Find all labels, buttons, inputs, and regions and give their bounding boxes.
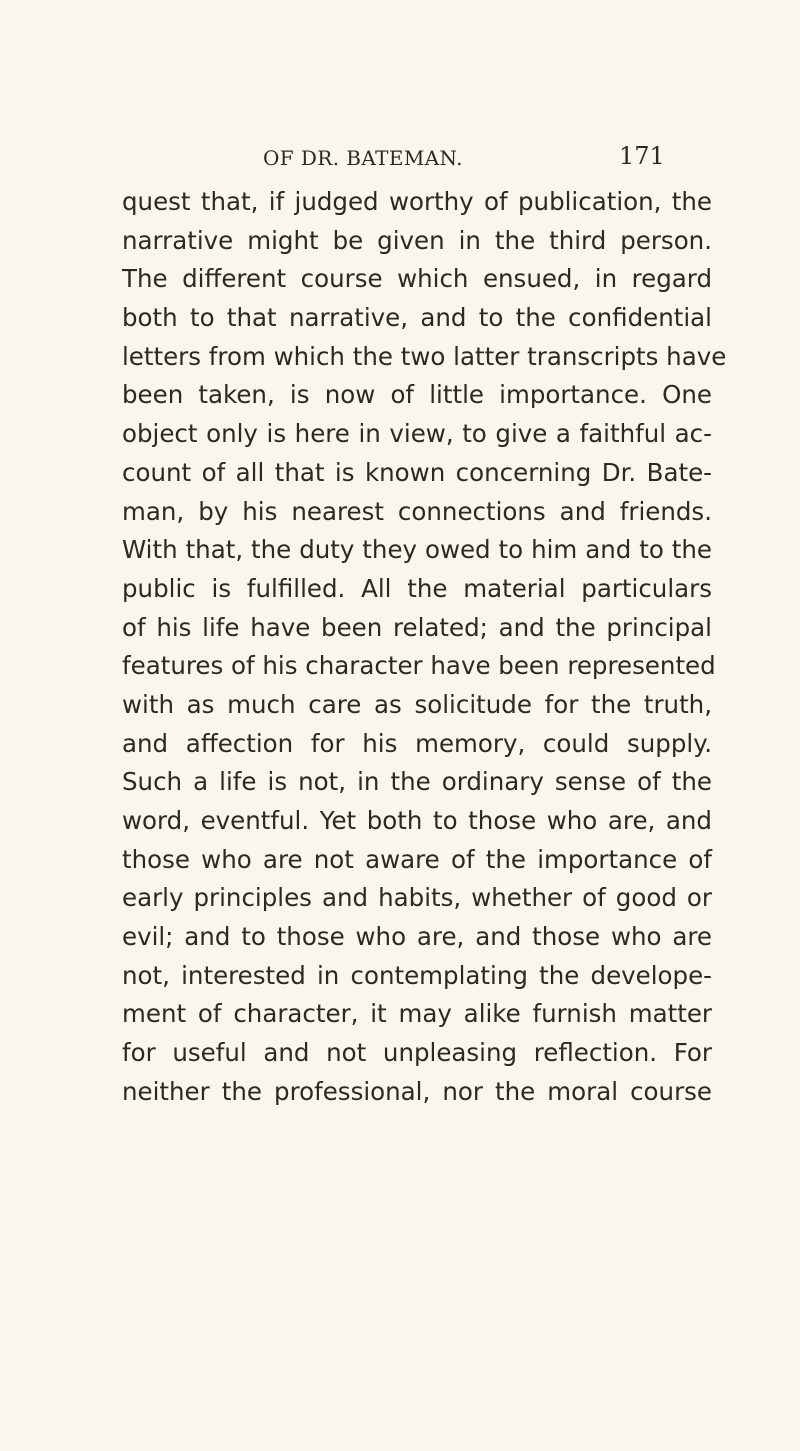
- text-line: ment of character, it may alike furnish matter: [122, 999, 712, 1029]
- text-line: with as much care as solicitude for the truth,: [122, 689, 712, 719]
- body-text: [122, 183, 727, 1112]
- text-line: Such a life is not, in the ordinary sense of the: [122, 767, 712, 797]
- text-line: those who are not aware of the importance of: [122, 844, 712, 874]
- text-line: evil; and to those who are, and those who are: [122, 922, 712, 952]
- text-line: been taken, is now of little importance. One: [122, 380, 712, 410]
- text-line: and affection for his memory, could supply.: [122, 728, 712, 758]
- text-line: narrative might be given in the third person.: [122, 225, 712, 255]
- text-line: for useful and not unpleasing reflection. For: [122, 1038, 712, 1068]
- text-line: count of all that is known concerning Dr. Bate-: [122, 457, 712, 487]
- text-line: word, eventful. Yet both to those who are, and: [122, 806, 712, 835]
- text-line: both to that narrative, and to the confidential: [122, 303, 712, 333]
- text-line: early principles and habits, whether of good or: [122, 883, 712, 913]
- text-line: man, by his nearest connections and friends.: [122, 496, 712, 526]
- running-head: [0, 142, 800, 176]
- text-line: The different course which ensued, in regard: [122, 264, 712, 294]
- text-line: of his life have been related; and the principal: [122, 612, 712, 642]
- text-line: quest that, if judged worthy of publication, the: [122, 187, 712, 216]
- text-line: With that, the duty they owed to him and to the: [122, 535, 712, 565]
- running-title: OF DR. BATEMAN.: [263, 146, 463, 170]
- text-line: letters from which the two latter transcripts have: [122, 341, 727, 371]
- text-line: features of his character have been represented: [122, 651, 716, 681]
- text-line: object only is here in view, to give a faithful ac-: [122, 419, 712, 449]
- text-line: not, interested in contemplating the develope-: [122, 960, 712, 990]
- text-line: neither the professional, nor the moral course: [122, 1076, 712, 1106]
- text-line: public is fulfilled. All the material particulars: [122, 573, 712, 603]
- page-number: 171: [619, 142, 665, 170]
